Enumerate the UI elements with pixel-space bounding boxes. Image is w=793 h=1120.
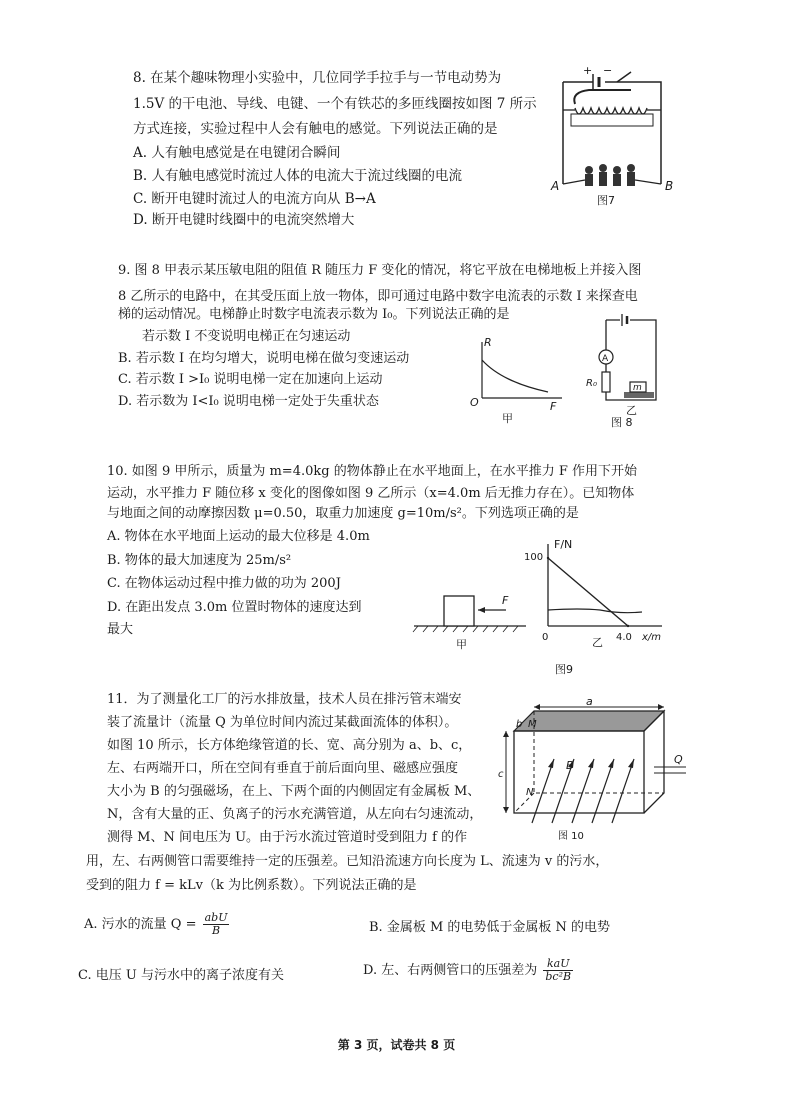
q11-option-a-text: A. 污水的流量 Q = [84, 917, 197, 932]
q8-line-3: 方式连接，实验过程中人会有触电的感觉。下列说法正确的是 [133, 121, 498, 137]
q8-option-a: A. 人有触电感觉是在电键闭合瞬间 [133, 145, 341, 161]
q11-line-1: 11．为了测量化工厂的污水排放量，技术人员在排污管末端安 [107, 692, 462, 707]
jia-label: 甲 [502, 412, 513, 425]
y-axis-label: F/N [554, 538, 573, 551]
x-axis-label: x/m [642, 632, 662, 643]
origin-0: 0 [542, 632, 549, 643]
figure-9-caption: 图9 [555, 663, 573, 676]
q11-option-d-denominator: bc²B [545, 970, 572, 983]
page-footer: 第 3 页，试卷共 8 页 [337, 1038, 456, 1052]
q9-option-c: C. 若示数 I >I₀ 说明电梯一定在加速向上运动 [118, 372, 383, 387]
q10-option-c: C. 在物体运动过程中推力做的功为 200J [107, 576, 341, 591]
r-axis-label: R [484, 336, 492, 349]
figure-8-graph-jia [462, 336, 572, 426]
q9-option-b: B. 若示数 I 在均匀增大，说明电梯在做匀变速运动 [118, 351, 410, 366]
f-x-point [547, 557, 549, 559]
plate-n-label: N [526, 787, 534, 798]
figure-8-circuit-yi [586, 310, 666, 417]
q11-option-d-text: D. 左、右两侧管口的压强差为 [363, 963, 538, 978]
figure-9-block-jia [410, 590, 530, 650]
plate-m-label: M [528, 719, 537, 730]
figure-10-caption: 图 10 [558, 831, 584, 842]
jia-label-9: 甲 [456, 638, 467, 651]
mass-label: m [633, 383, 642, 393]
q11-line-4: 左、右两端开口，所在空间有垂直于前后面向里、磁感应强度 [107, 761, 459, 776]
q8-option-c: C. 断开电键时流过人的电流方向从 B→A [133, 191, 376, 207]
q11-option-d [363, 958, 575, 983]
q8-option-d: D. 断开电键时线圈中的电流突然增大 [133, 212, 355, 228]
y-tick-100: 100 [524, 552, 544, 563]
battery-minus: − [603, 64, 613, 77]
q10-line-1: 10. 如图 9 甲所示，质量为 m=4.0kg 的物体静止在水平地面上，在水平推力 F 作用下开始 [107, 464, 637, 479]
q10-option-b: B. 物体的最大加速度为 25m/s² [107, 553, 292, 568]
q10-option-d: D. 在距出发点 3.0m 位置时物体的速度达到 [107, 600, 362, 615]
q11-option-b: B. 金属板 M 的电势低于金属板 N 的电势 [369, 920, 611, 935]
figure-10-pipe [494, 695, 694, 845]
f-axis-label: F [550, 400, 557, 413]
yi-label: 乙 [626, 404, 637, 417]
q11-line-2: 装了流量计（流量 Q 为单位时间内流过某截面流体的体积）。 [107, 715, 458, 730]
dim-b-label: b [516, 719, 523, 730]
q11-line-8: 用，左、右两侧管口需要维持一定的压强差。已知沿流速方向长度为 L、流速为 v 的污水， [86, 854, 609, 869]
battery-plus: + [583, 64, 593, 77]
dim-c-label: c [498, 769, 504, 780]
q11-line-7: 测得 M、N 间电压为 U。由于污水流过管道时受到阻力 f 的作 [107, 830, 468, 845]
r0-label: R₀ [586, 378, 597, 389]
figure-9-chart-yi [524, 538, 670, 650]
q9-line-3: 梯的运动情况。电梯静止时数字电流表示数为 I₀。下列说法正确的是 [118, 307, 510, 322]
q10-option-a: A. 物体在水平地面上运动的最大位移是 4.0m [107, 529, 370, 544]
figure-8-caption: 图 8 [611, 416, 633, 429]
q11-option-c: C. 电压 U 与污水中的离子浓度有关 [78, 968, 284, 983]
q11-line-3: 如图 10 所示，长方体绝缘管道的长、宽、高分别为 a、b、c， [107, 738, 472, 753]
x-tick-4: 4.0 [616, 632, 632, 643]
yi-label-9: 乙 [592, 636, 603, 649]
b-field-label: B [566, 759, 574, 772]
flow-q-label: Q [674, 753, 683, 766]
q9-line-2: 8 乙所示的电路中，在其受压面上放一物体，即可通过电路中数字电流表的示数 I 来探查电 [118, 289, 638, 304]
q11-option-a-numerator: abU [204, 911, 228, 924]
origin-label: O [470, 396, 479, 409]
force-f-label: F [502, 594, 509, 607]
ammeter-label: A [602, 354, 609, 364]
f-x-series-line [548, 558, 628, 626]
q9-line-1: 9. 图 8 甲表示某压敏电阻的阻值 R 随压力 F 变化的情况，将它平放在电梯地板上并接入图 [118, 263, 642, 278]
figure-7-circuit [545, 62, 675, 207]
q8-line-1: 8. 在某个趣味物理小实验中，几位同学手拉手与一节电动势为 [133, 70, 502, 86]
q11-option-a [84, 912, 231, 937]
point-a-label: A [551, 179, 560, 193]
point-b-label: B [665, 179, 674, 193]
q8-option-b: B. 人有触电感觉时流过人体的电流大于流过线圈的电流 [133, 168, 463, 184]
q10-line-3: 与地面之间的动摩擦因数 μ=0.50，取重力加速度 g=10m/s²。下列选项正确的是 [107, 506, 579, 521]
q11-option-d-fraction [543, 958, 573, 983]
q11-line-6: N，含有大量的正、负离子的污水充满管道，从左向右匀速流动， [107, 807, 483, 822]
q11-line-5: 大小为 B 的匀强磁场，在上、下两个面的内侧固定有金属板 M、 [107, 784, 481, 799]
q11-line-9: 受到的阻力 f = kLv（k 为比例系数）。下列说法正确的是 [86, 878, 417, 893]
q10-option-d-cont: 最大 [107, 622, 134, 637]
q9-option-a: 若示数 I 不变说明电梯正在匀速运动 [142, 329, 351, 344]
q11-option-a-fraction [203, 912, 230, 937]
q8-line-2: 1.5V 的干电池、导线、电键、一个有铁芯的多匝线圈按如图 7 所示 [133, 96, 537, 112]
q11-option-d-numerator: kaU [543, 958, 573, 971]
f-x-point [627, 625, 629, 627]
q10-line-2: 运动，水平推力 F 随位移 x 变化的图像如图 9 乙所示（x=4.0m 后无推力存在）。已知物体 [107, 486, 635, 501]
q9-option-d: D. 若示数为 I<I₀ 说明电梯一定处于失重状态 [118, 394, 379, 409]
dim-a-label: a [586, 695, 593, 708]
q11-option-a-denominator: B [212, 924, 221, 937]
figure-7-caption: 图7 [597, 194, 615, 207]
